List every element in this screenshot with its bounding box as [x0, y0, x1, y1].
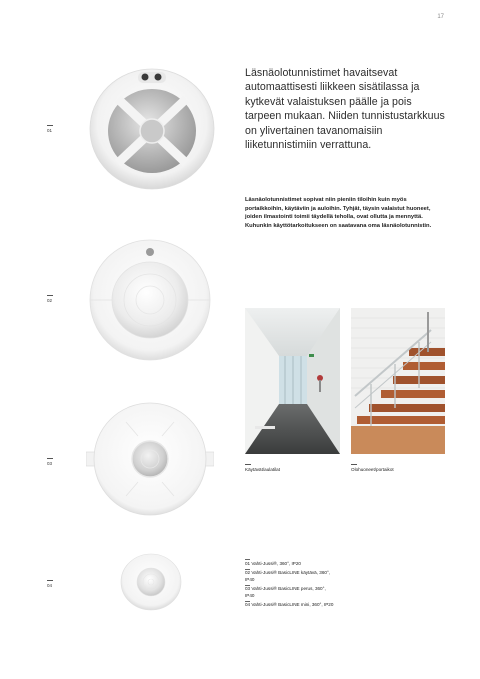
product-image-03: [86, 402, 214, 518]
model-list: [245, 557, 335, 609]
model-list-item: 02 Vahti-Jussi® BasicLINE käytävä, 360°, IP40: [245, 569, 335, 583]
photo-caption-2: Olohuoneet/portaikot: [351, 464, 394, 472]
product-image-04: [120, 553, 182, 611]
product-marker-03: 03: [47, 458, 53, 466]
body-paragraph: Läsnäolotunnistimet sopivat niin pieniin tiloihin kuin myös portaikkoihin, käytäviin ja auloihin. Tyhjät, täysin valaistut huoneet, joiden ilmastointi toimii täydellä teholla, ovat ollutta ja mennyttä. Kuhunkin käyttötarkoitukseen on saatavana oma läsnäolotunnistin.: [245, 197, 432, 229]
product-image-02: [88, 238, 212, 362]
product-image-01: [88, 67, 216, 191]
model-list-item: 03 Vahti-Jussi® BasicLINE perus, 360°, IP40: [245, 585, 335, 599]
product-marker-04: 04: [47, 580, 53, 588]
model-list-item: 04 Vahti-Jussi® BasicLINE mini, 360°, IP20: [245, 602, 334, 608]
corridor-photo: [245, 308, 340, 454]
photo-caption-1: Käytävät/aulatilat: [245, 464, 280, 472]
page-number: 17: [437, 14, 444, 20]
product-marker-02: 02: [47, 295, 53, 303]
product-marker-01: 01: [47, 125, 53, 133]
staircase-photo: [351, 308, 445, 454]
lead-paragraph: Läsnäolotunnistimet havaitsevat automaattisesti liikkeen sisätilassa ja kytkevät valaistuksen päälle ja pois tarpeen mukaan. Niiden tunnistustarkkuus on ylivertainen tavanomaisiin liiketunnistimiin verrattuna.: [245, 67, 445, 152]
model-list-item: 01 Vahti-Jussi®, 360°, IP20: [245, 559, 335, 567]
